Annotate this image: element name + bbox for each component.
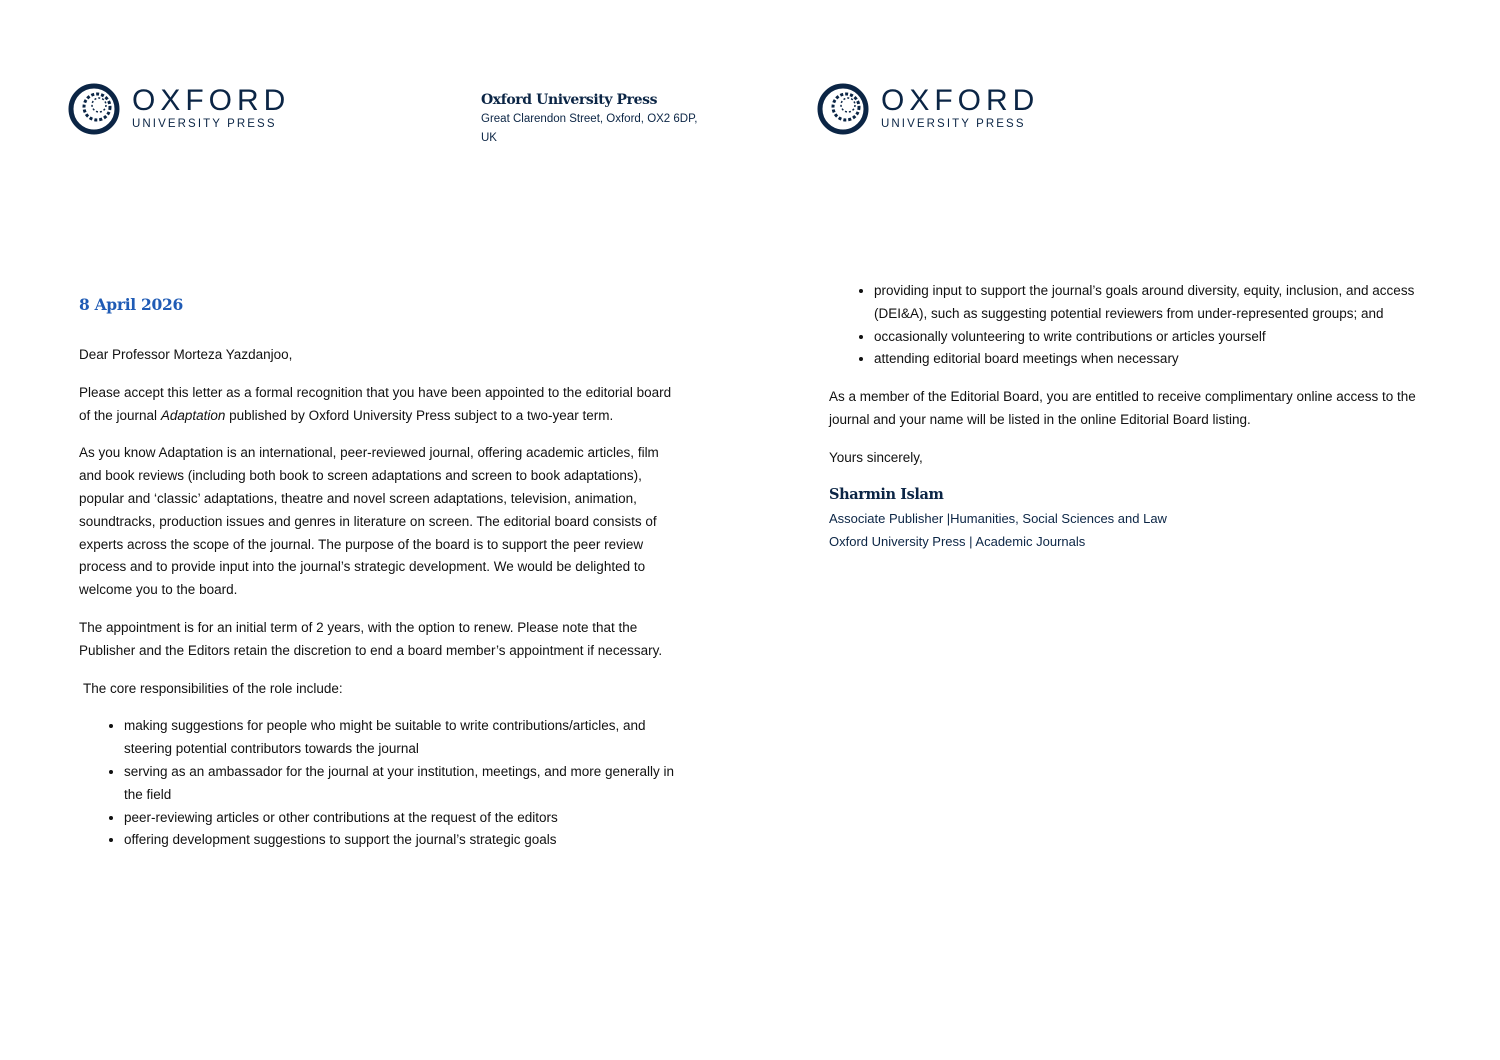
salutation: Dear Professor Morteza Yazdanjoo, [79,347,293,362]
responsibilities-list [79,715,679,852]
list-item: • serving as an ambassador for the journal at your institution, meetings, and more generally in the field [124,761,679,807]
oxford-emblem-icon [68,83,120,135]
letter-body-left [79,344,679,867]
list-item: • peer-reviewing articles or other contributions at the request of the editors [124,807,679,830]
letter-body-right [829,280,1429,553]
address-line-2: UK [481,132,497,144]
signatory-organization: Oxford University Press | Academic Journals [829,533,1086,549]
paragraph-journal-description: As you know Adaptation is an international, peer-reviewed journal, offering academic articles, film and book reviews (including both book to screen adaptations and screen to book adaptations), popular and ‘classic’ adaptations, theatre and novel screen adaptations, television, animation, soundtracks, production issues and genres in literature on screen. The editorial board consists of experts across the scope of the journal. The purpose of the board is to support the peer review process and to provide input into the journal’s strategic development. We would be delighted to welcome you to the board. [79,445,659,598]
oxford-emblem-icon [817,83,869,135]
list-item: • providing input to support the journal’s goals around diversity, equity, inclusion, and access (DEI&A), such as suggesting potential reviewers from under-represented groups; and [874,280,1429,326]
signatory-title: Associate Publisher |Humanities, Social Sciences and Law [829,510,1167,526]
oup-logo-right [817,83,1039,135]
list-item: • offering development suggestions to support the journal’s strategic goals [124,829,679,852]
letter-date: 8 April 2026 [79,295,183,314]
list-item: • occasionally volunteering to write contributions or articles yourself [874,326,1429,349]
responsibilities-intro: The core responsibilities of the role include: [83,680,343,696]
list-item: • attending editorial board meetings when necessary [874,348,1429,371]
logo-subtitle: UNIVERSITY PRESS [881,118,1026,130]
responsibilities-list-continued [829,280,1429,371]
paragraph-term: The appointment is for an initial term of 2 years, with the option to renew. Please note that the Publisher and the Editors retain the discretion to end a board member’s appointment if necessary. [79,619,663,658]
logo-wordmark: OXFORD [881,84,1040,117]
oup-logo-left [68,83,290,135]
signatory-name: Sharmin Islam [829,485,944,503]
logo-subtitle: UNIVERSITY PRESS [132,118,277,130]
closing: Yours sincerely, [829,449,923,465]
paragraph-text: Please accept this letter as a formal recognition that you have been appointed to the editorial board of the journal [79,384,672,423]
press-address-block [481,90,721,148]
paragraph-text: published by Oxford University Press subject to a two-year term. [225,407,614,423]
paragraph-benefits: As a member of the Editorial Board, you are entitled to receive complimentary online access to the journal and your name will be listed in the online Editorial Board listing. [829,389,1416,427]
address-line-1: Great Clarendon Street, Oxford, OX2 6DP, [481,113,698,125]
paragraph-appointment [79,382,679,428]
press-name: Oxford University Press [481,92,658,108]
list-item: • making suggestions for people who might be suitable to write contributions/articles, and steering potential contributors towards the journal [124,715,679,761]
logo-wordmark: OXFORD [132,84,291,117]
journal-title: Adaptation [160,407,226,423]
